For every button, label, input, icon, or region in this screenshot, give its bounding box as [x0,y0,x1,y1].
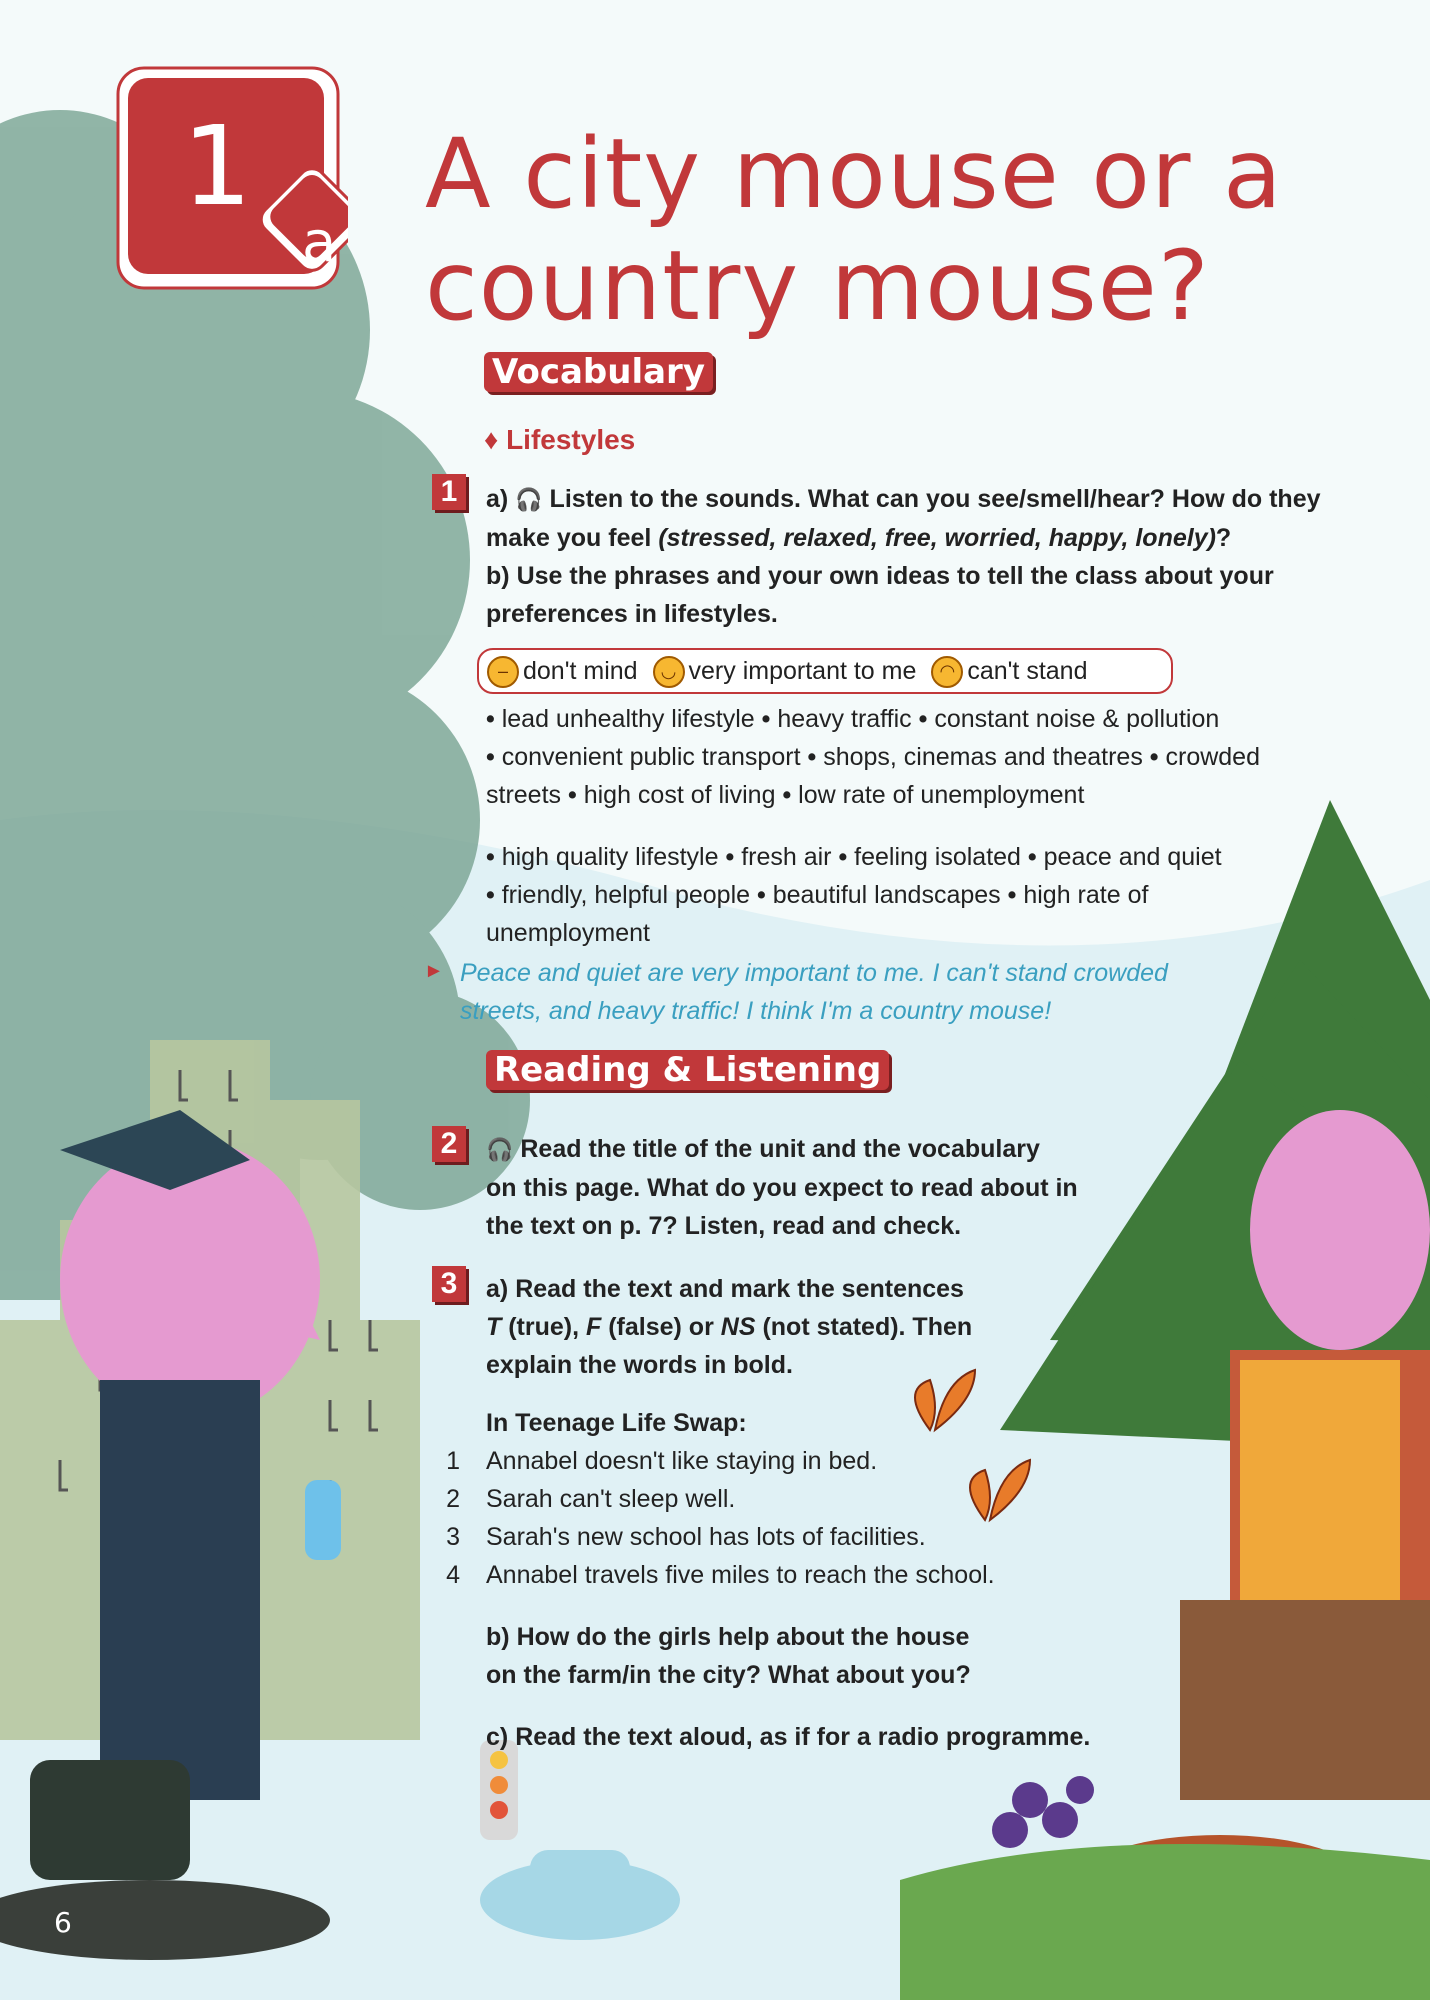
exercise-1-number: 1 [432,474,466,510]
phrase: streets [486,781,562,809]
phrase: shops, cinemas and theatres [823,743,1143,771]
page-title [425,118,1415,342]
phrase: constant noise & pollution [934,705,1220,733]
example-line-1: Peace and quiet are very important to me. I can't stand crowded [460,959,1168,987]
legend-dont-mind: don't mind [523,657,638,685]
example-line-2: streets, and heavy traffic! I think I'm a country mouse! [460,997,1052,1025]
phrase: crowded [1165,743,1260,771]
vocabulary-heading: Vocabulary [484,352,713,392]
legend-very-important: very important to me [688,657,917,685]
ex2-line-3: the text on p. 7? Listen, read and check. [486,1212,962,1240]
phrase: heavy traffic [777,705,912,733]
ex3-false-text: (false) or [601,1313,721,1341]
statements-list [436,1442,1056,1594]
unit-number: 1 [182,102,252,230]
phrase: friendly, helpful people [501,881,751,909]
ex1-b-text: Use the phrases and your own ideas to tell the class about your [516,562,1274,590]
title-line-1: A city mouse or a [425,118,1283,230]
ex1-a-end: ? [1215,524,1232,552]
ex3-b-label: b) [486,1623,510,1651]
ex3-b-line-2: on the farm/in the city? What about you? [486,1661,971,1689]
city-phrases-list: • lead unhealthy lifestyle • heavy traffic • constant noise & pollution • convenient public transport • shops, cinemas and theatres • crowded streets • high cost of living • low rate of unemployment [486,705,1260,809]
unit-badge [112,62,348,298]
ex1-b-text2: preferences in lifestyles. [486,600,778,628]
country-phrases-list: • high quality lifestyle • fresh air • feeling isolated • peace and quiet • friendly, helpful people • beautiful landscapes • high rate of unemployment [486,838,1346,952]
statements-intro: In Teenage Life Swap: [486,1409,747,1437]
lifestyles-subheading [484,424,635,456]
ex1-a-feelings: (stressed, relaxed, free, worried, happy, lonely) [658,524,1216,552]
exercise-3-number: 3 [432,1266,466,1302]
phrase: high quality lifestyle [501,843,719,871]
reading-listening-heading: Reading & Listening [486,1050,889,1090]
phrase: unemployment [486,919,650,947]
triangle-bullet-icon: ► [424,960,444,982]
example-answer [460,954,1340,1030]
sad-face-icon: ◠ [931,656,963,688]
exercise-1 [486,480,1346,633]
ex3-a-line-3: explain the words in bold. [486,1351,793,1379]
phrase: fresh air [741,843,832,871]
ex3-a-label: a) [486,1275,509,1303]
ex1-b-label: b) [486,562,510,590]
neutral-face-icon: – [487,656,519,688]
phrase: beautiful landscapes [772,881,1001,909]
phrase: high rate of [1023,881,1149,909]
diamond-icon: ♦ [484,424,507,455]
phrase: convenient public transport [501,743,801,771]
ex1-a-text: Listen to the sounds. What can you see/smell/hear? How do they [549,485,1321,513]
exercise-3b [486,1618,1106,1694]
ex3-false-letter: F [586,1313,602,1341]
ex3-ns-letter: NS [720,1313,756,1341]
exercise-3c [486,1718,1186,1756]
headphones-icon[interactable]: 🎧 [515,487,543,512]
phrase: low rate of unemployment [798,781,1085,809]
list-item: 2 Sarah can't sleep well. [446,1485,736,1513]
ex3-c-line: Read the text aloud, as if for a radio programme. [515,1723,1091,1751]
ex3-c-label: c) [486,1723,509,1751]
ex3-true-letter: T [486,1313,502,1341]
title-line-2: country mouse? [425,230,1210,342]
ex2-line-2: on this page. What do you expect to read about in [486,1174,1078,1202]
page-number: 6 [54,1906,72,1939]
unit-letter: a [302,210,337,275]
ex3-a-line-1: Read the text and mark the sentences [515,1275,964,1303]
exercise-2 [486,1130,1106,1245]
exercise-3a [486,1270,1106,1384]
ex3-b-line-1: How do the girls help about the house [516,1623,970,1651]
preference-legend [477,648,1173,694]
ex2-line-1: Read the title of the unit and the vocabulary [520,1135,1040,1163]
subheading-label: Lifestyles [506,424,636,455]
ex3-true-text: (true), [501,1313,586,1341]
legend-cant-stand: can't stand [967,657,1088,685]
smiley-face-icon: ◡ [653,656,685,688]
ex3-ns-text: (not stated). Then [755,1313,973,1341]
phrase: feeling isolated [854,843,1021,871]
exercise-2-number: 2 [432,1126,466,1162]
list-item: 1 Annabel doesn't like staying in bed. [446,1447,878,1475]
list-item: 3 Sarah's new school has lots of facilities. [446,1523,926,1551]
headphones-icon[interactable]: 🎧 [486,1137,514,1162]
ex1-a-label: a) [486,485,509,513]
ex1-a-text2: make you feel [486,524,659,552]
phrase: high cost of living [583,781,776,809]
phrase: peace and quiet [1043,843,1222,871]
phrase: lead unhealthy lifestyle [501,705,755,733]
list-item: 4 Annabel travels five miles to reach the school. [446,1561,995,1589]
